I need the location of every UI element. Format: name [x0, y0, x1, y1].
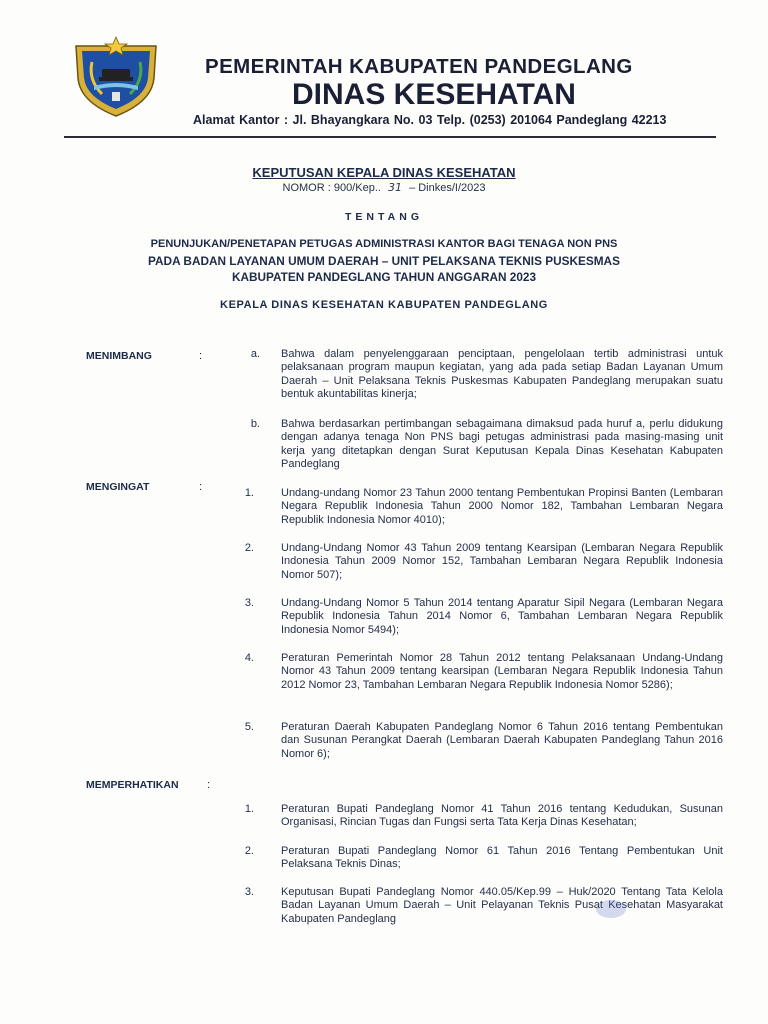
decision-subject: [0, 236, 768, 286]
letterhead-government: PEMERINTAH KABUPATEN PANDEGLANG: [205, 55, 633, 78]
item-text: Peraturan Bupati Pandeglang Nomor 61 Tahun 2016 Tentang Pembentukan Unit Pelaksana Teknis Dinas;: [281, 845, 723, 871]
item-text: Peraturan Daerah Kabupaten Pandeglang Nomor 6 Tahun 2016 tentang Pembentukan dan Susunan Perangkat Daerah (Lembaran Daerah Kabupaten Pandeglang Tahun 2016 Nomor 6);: [281, 721, 723, 760]
decision-subject-line-1: PENUNJUKAN/PENETAPAN PETUGAS ADMINISTRASI KANTOR BAGI TENAGA NON PNS: [150, 238, 618, 250]
section-colon: :: [199, 481, 203, 493]
item-marker: a.: [250, 348, 260, 360]
item-text: Undang-Undang Nomor 5 Tahun 2014 tentang Aparatur Sipil Negara (Lembaran Negara Republik Indonesia Tahun 2014 Nomor 6, Tambahan Lembaran Negara Republik Indonesia Nomor 5494);: [281, 597, 723, 636]
ink-smudge: [596, 900, 626, 918]
item-text: Undang-Undang Nomor 43 Tahun 2009 tentang Kearsipan (Lembaran Negara Republik Indonesia Tahun 2009 Nomor 152, Tambahan Lembaran Negara Republik Indonesia Nomor 507);: [281, 542, 723, 581]
decision-number-handwritten: 31: [388, 181, 402, 194]
item-marker: 3.: [244, 886, 254, 898]
issuer-heading: KEPALA DINAS KESEHATAN KABUPATEN PANDEGLANG: [220, 299, 548, 311]
item-text: Bahwa dalam penyelenggaraan penciptaan, pengelolaan tertib administrasi untuk pelaksanaan program maupun kegiatan, yang ada pada setiap Badan Layanan Umum Daerah – Unit Pelaksana Teknis Puskesmas Kabupaten Pandeglang merupakan suatu bentuk akuntabilitas kinerja;: [281, 348, 723, 401]
item-text: Keputusan Bupati Pandeglang Nomor 440.05/Kep.99 – Huk/2020 Tentang Tata Kelola Badan Layanan Umum Daerah – Unit Pelayanan Teknis Pusat Kesehatan Masyarakat Kabupaten Pandeglang: [281, 886, 723, 925]
decision-subject-line-3: KABUPATEN PANDEGLANG TAHUN ANGGARAN 2023: [231, 270, 537, 284]
section-colon: :: [199, 350, 203, 362]
item-text: Peraturan Bupati Pandeglang Nomor 41 Tahun 2016 tentang Kedudukan, Susunan Organisasi, Rincian Tugas dan Fungsi serta Tata Kerja Dinas Kesehatan;: [281, 803, 723, 829]
section-label-memperhatikan: MEMPERHATIKAN: [86, 779, 179, 791]
section-colon: :: [207, 779, 211, 791]
letterhead-address: Alamat Kantor : Jl. Bhayangkara No. 03 Telp. (0253) 201064 Pandeglang 42213: [193, 113, 667, 127]
decision-number-suffix: – Dinkes/I/2023: [409, 182, 486, 194]
regency-emblem-logo: [72, 36, 160, 118]
item-marker: 5.: [244, 721, 254, 733]
item-marker: 1.: [244, 803, 254, 815]
item-marker: 2.: [244, 845, 254, 857]
section-label-mengingat: MENGINGAT: [86, 481, 150, 493]
item-marker: 2.: [244, 542, 254, 554]
decision-number: [0, 181, 768, 194]
item-marker: 3.: [244, 597, 254, 609]
item-marker: 4.: [244, 652, 254, 664]
item-marker: 1.: [244, 487, 254, 499]
item-text: Peraturan Pemerintah Nomor 28 Tahun 2012 tentang Pelaksanaan Undang-Undang Nomor 43 Tahun 2009 tentang kearsipan (Lembaran Negara Republik Indonesia Tahun 2012 Nomor 23, Tambahan Lembaran Negara Republik Indonesia Nomor 5286);: [281, 652, 723, 691]
tentang-heading: TENTANG: [345, 211, 423, 223]
item-text: Undang-undang Nomor 23 Tahun 2000 tentang Pembentukan Propinsi Banten (Lembaran Negara Republik Indonesia Tahun 2000 Nomor 182, Tambahan Lembaran Negara Republik Indonesia Nomor 4010);: [281, 487, 723, 526]
section-label-menimbang: MENIMBANG: [86, 350, 152, 362]
decision-title: KEPUTUSAN KEPALA DINAS KESEHATAN: [252, 165, 516, 180]
decision-subject-line-2: PADA BADAN LAYANAN UMUM DAERAH – UNIT PELAKSANA TEKNIS PUSKESMAS: [148, 253, 620, 268]
letterhead-agency: DINAS KESEHATAN: [292, 78, 576, 111]
item-text: Bahwa berdasarkan pertimbangan sebagaimana dimaksud pada huruf a, perlu didukung dengan adanya tenaga Non PNS bagi petugas administrasi pada masing-masing unit kerja yang ditetapkan dengan Surat Keputusan Kepala Dinas Kesehatan Kabupaten Pandeglang: [281, 418, 723, 471]
decision-number-prefix: NOMOR : 900/Kep..: [282, 182, 381, 194]
letterhead-divider: [64, 136, 716, 138]
item-marker: b.: [250, 418, 260, 430]
